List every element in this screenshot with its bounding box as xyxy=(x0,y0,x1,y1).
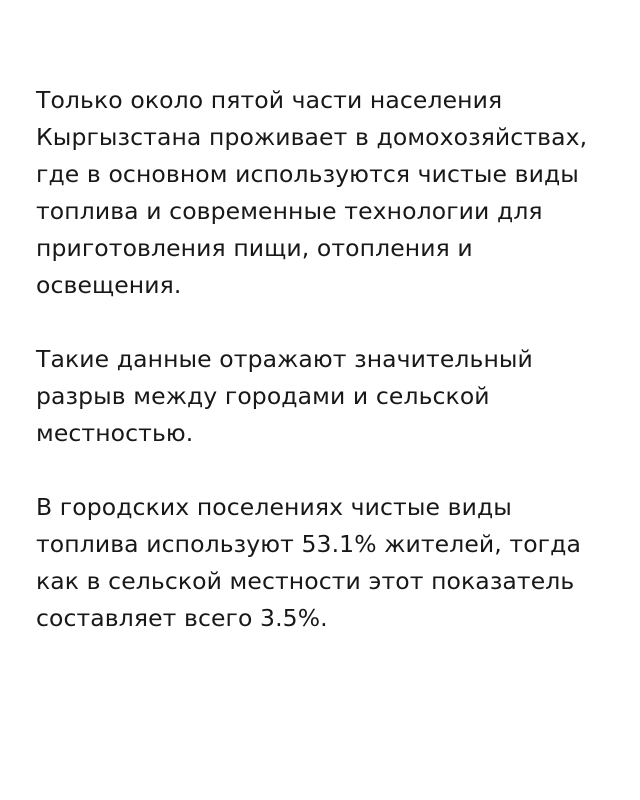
paragraph-1: Только около пятой части населения Кыргызстана проживает в домохозяйствах, где в основном используются чистые виды топлива и современные технологии для приготовления пищи, отопления и освещения. xyxy=(36,86,595,299)
article-body xyxy=(36,82,604,637)
paragraph-3: В городских поселениях чистые виды топлива используют 53.1% жителей, тогда как в сельской местности этот показатель составляет всего 3.5%. xyxy=(36,493,589,632)
paragraph-2: Такие данные отражают значительный разрыв между городами и сельской местностью. xyxy=(36,345,541,447)
